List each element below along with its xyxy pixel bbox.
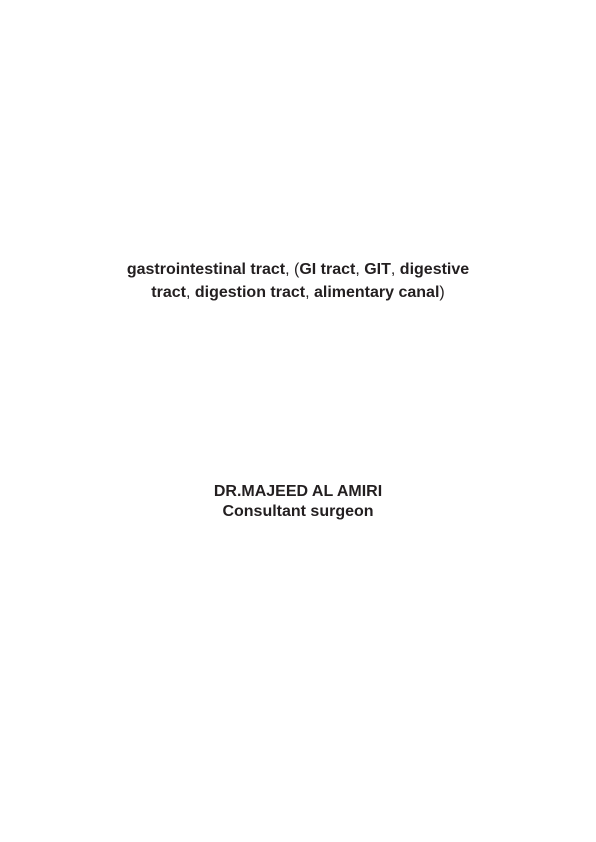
author-block	[40, 482, 556, 522]
title-term: GI tract	[299, 261, 356, 278]
title-term: digestive	[399, 261, 470, 278]
title-separator: ,	[305, 284, 314, 301]
title-separator: ,	[355, 261, 365, 278]
title-separator: ,	[390, 261, 400, 278]
title-term: digestion tract	[194, 284, 306, 301]
title-separator: ,	[185, 284, 195, 301]
title-term: GIT	[364, 261, 391, 278]
title-line-1	[40, 258, 556, 281]
title-separator: , (	[285, 261, 300, 278]
title-term: gastrointestinal tract	[126, 261, 286, 278]
author-name: DR.MAJEED AL AMIRI	[213, 483, 383, 500]
document-title	[40, 258, 556, 304]
title-term: alimentary canal	[313, 284, 440, 301]
title-term: tract	[151, 284, 186, 301]
title-line-2	[40, 281, 556, 304]
author-role: Consultant surgeon	[222, 503, 374, 520]
title-separator: )	[439, 284, 445, 301]
